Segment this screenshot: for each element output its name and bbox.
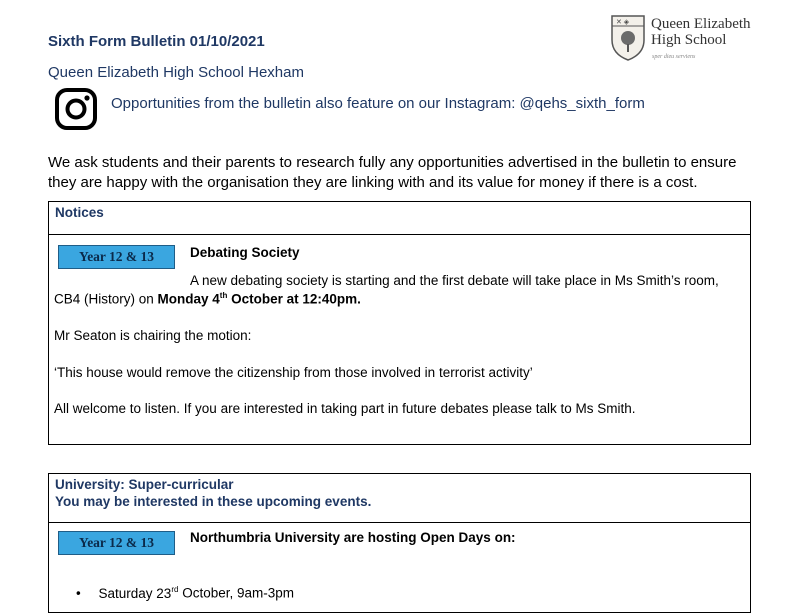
notices-heading: Notices	[49, 202, 750, 235]
notice-line2: CB4 (History) on Monday 4th October at 12:40pm.	[54, 291, 361, 307]
school-crest-icon	[610, 14, 646, 62]
notice-line1: A new debating society is starting and the first debate will take place in Ms Smith’s room,	[190, 273, 719, 288]
school-logo	[610, 14, 780, 70]
logo-motto: sper dieu serviens	[652, 54, 696, 60]
instagram-icon[interactable]	[55, 88, 97, 130]
notice-chair: Mr Seaton is chairing the motion:	[54, 328, 252, 343]
university-heading: University: Super-curricular You may be interested in these upcoming events.	[49, 474, 750, 523]
svg-text:✕ ◈: ✕ ◈	[616, 19, 630, 26]
notice-welcome: All welcome to listen. If you are interested in taking part in future debates please talk to Ms Smith.	[54, 401, 636, 416]
notice-title: Debating Society	[190, 245, 300, 260]
page-title: Sixth Form Bulletin 01/10/2021	[48, 33, 265, 50]
logo-school-name: Queen Elizabeth High School	[651, 16, 751, 48]
bullet-icon: •	[76, 585, 81, 601]
notice-motion: ‘This house would remove the citizenship from those involved in terrorist activity’	[54, 365, 533, 380]
list-item: • Saturday 23rd October, 9am-3pm	[76, 585, 294, 601]
year-tag: Year 12 & 13	[58, 245, 175, 269]
instagram-note: Opportunities from the bulletin also feature on our Instagram: @qehs_sixth_form	[111, 95, 645, 112]
school-name: Queen Elizabeth High School Hexham	[48, 64, 304, 81]
year-tag: Year 12 & 13	[58, 531, 175, 555]
intro-paragraph: We ask students and their parents to research fully any opportunities advertised in the bulletin to ensure they are happy with the organisation they are linking with and its value for money if there is a cost.	[48, 154, 737, 191]
university-item-title: Northumbria University are hosting Open Days on:	[190, 530, 516, 545]
